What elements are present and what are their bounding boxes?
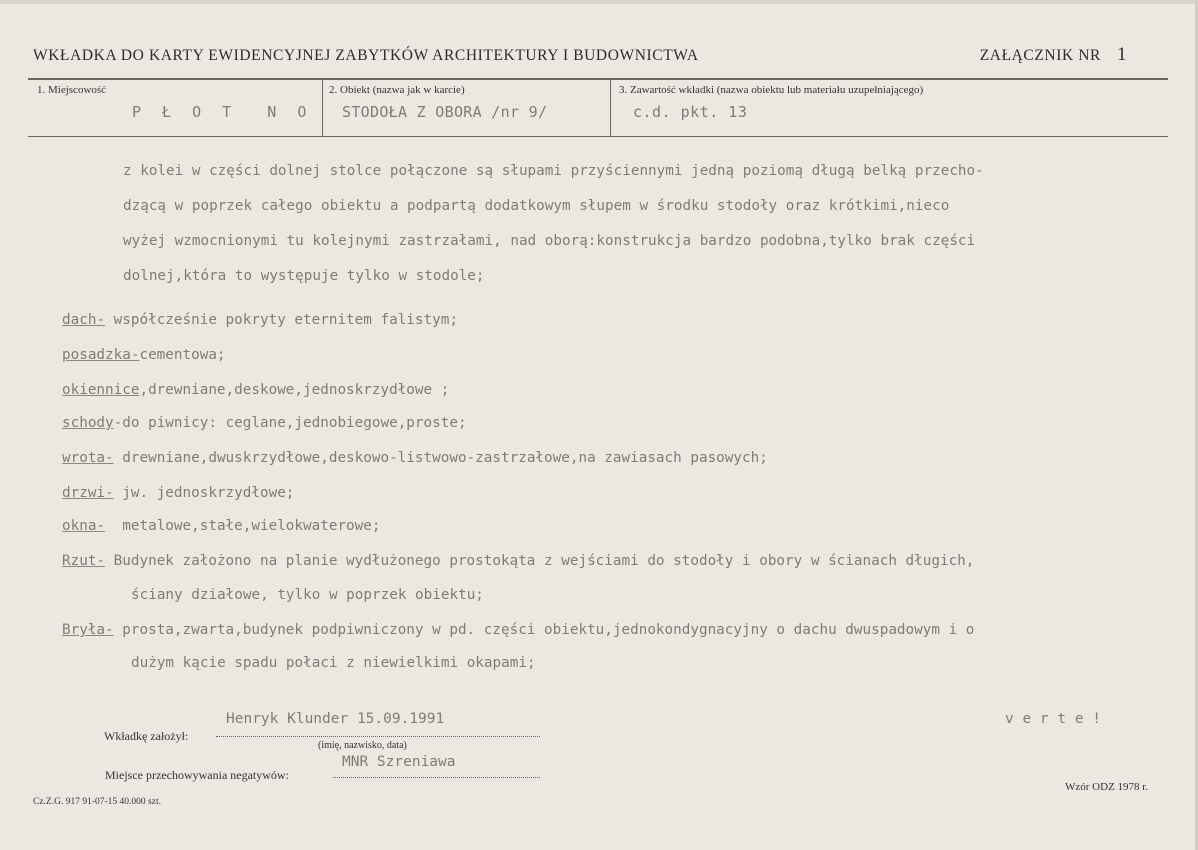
entry-doors-text: jw. jednoskrzydłowe; (113, 485, 295, 501)
entry-windows-text: metalowe,stałe,wielokwaterowe; (105, 518, 381, 534)
entry-shutters (62, 379, 449, 398)
entry-gates (62, 447, 768, 466)
field-content-label: 3. Zawartość wkładki (nazwa obiektu lub materiału uzupełniającego) (619, 84, 924, 96)
entry-plan-continued (131, 584, 484, 603)
entry-stairs-label: schody (62, 415, 114, 431)
print-info: Cz.Z.G. 917 91-07-15 40.000 szt. (33, 797, 161, 807)
field-object-value: STODOŁA Z OBORA /nr 9/ (342, 103, 548, 121)
created-by-label: Wkładkę założył: (104, 729, 189, 743)
entry-shutters-text: ,drewniane,deskowe,jednoskrzydłowe ; (139, 382, 450, 398)
intro-line-1: z kolei w części dolnej stolce połączone są słupami przyściennymi jedną poziomą długą belką przecho- (123, 163, 984, 179)
negatives-dotted-line (333, 777, 540, 778)
annex-number: 1 (1117, 44, 1127, 65)
entry-mass-continued (131, 652, 536, 671)
entry-mass-text-2: dużym kącie spadu połaci z niewielkimi okapami; (131, 655, 536, 671)
intro-line-4: dolnej,która to występuje tylko w stodole; (123, 268, 485, 284)
field-content-value: c.d. pkt. 13 (633, 103, 748, 121)
annex-label: ZAŁĄCZNIK NR (979, 47, 1101, 64)
entry-plan-text-2: ściany działowe, tylko w poprzek obiektu; (131, 587, 484, 603)
entry-plan (62, 550, 974, 569)
entry-roof (62, 309, 458, 328)
header-rule-bottom (28, 136, 1168, 137)
form-title: WKŁADKA DO KARTY EWIDENCYJNEJ ZABYTKÓW ARCHITEKTURY I BUDOWNICTWA (33, 47, 699, 64)
entry-mass (62, 619, 974, 638)
field-place-label: 1. Miejscowość (37, 84, 107, 96)
field-divider-2 (610, 80, 611, 136)
negatives-location-value: MNR Szreniawa (342, 754, 456, 770)
entry-floor (62, 344, 226, 363)
entry-gates-text: drewniane,dwuskrzydłowe,deskowo-listwowo-zastrzałowe,na zawiasach pasowych; (113, 450, 768, 466)
entry-stairs-text: -do piwnicy: ceglane,jednobiegowe,proste; (113, 415, 467, 431)
field-object-label: 2. Obiekt (nazwa jak w karcie) (329, 84, 465, 96)
created-by-dotted-line (216, 736, 540, 737)
form-model: Wzór ODZ 1978 r. (1065, 781, 1149, 793)
entry-mass-text: prosta,zwarta,budynek podpiwniczony w pd. części obiektu,jednokondygnacyjny o dachu dwuspadowym i o (113, 622, 975, 638)
negatives-location-label: Miejsce przechowywania negatywów: (105, 768, 289, 782)
entry-windows (62, 515, 381, 534)
paper-edge-top (0, 0, 1198, 4)
entry-plan-label: Rzut- (62, 553, 106, 569)
entry-floor-text: cementowa; (139, 347, 226, 363)
entry-roof-label: dach- (62, 312, 106, 328)
entry-shutters-label: okiennice (62, 382, 140, 398)
entry-floor-label: posadzka- (62, 347, 140, 363)
entry-plan-text: Budynek założono na planie wydłużonego prostokąta z wejściami do stodoły i obory w ścianach długich, (105, 553, 975, 569)
created-by-caption: (imię, nazwisko, data) (318, 740, 407, 751)
intro-line-2: dzącą w poprzek całego obiektu a podpartą dodatkowym słupem w środku stodoły oraz krótkimi,nieco (123, 198, 950, 214)
verte-note: v e r t e ! (1005, 711, 1102, 727)
field-divider-1 (322, 80, 323, 136)
header-rule-top (28, 78, 1168, 80)
entry-doors (62, 482, 294, 501)
entry-windows-label: okna- (62, 518, 106, 534)
intro-line-3: wyżej wzmocnionymi tu kolejnymi zastrzałami, nad oborą:konstrukcja bardzo podobna,tylko brak części (123, 233, 976, 249)
entry-stairs (62, 412, 467, 431)
field-place-value: P Ł O T N O (132, 103, 313, 121)
entry-roof-text: współcześnie pokryty eternitem falistym; (105, 312, 458, 328)
entry-gates-label: wrota- (62, 450, 114, 466)
entry-doors-label: drzwi- (62, 485, 114, 501)
created-by-value: Henryk Klunder 15.09.1991 (226, 711, 445, 727)
entry-mass-label: Bryła- (62, 622, 114, 638)
